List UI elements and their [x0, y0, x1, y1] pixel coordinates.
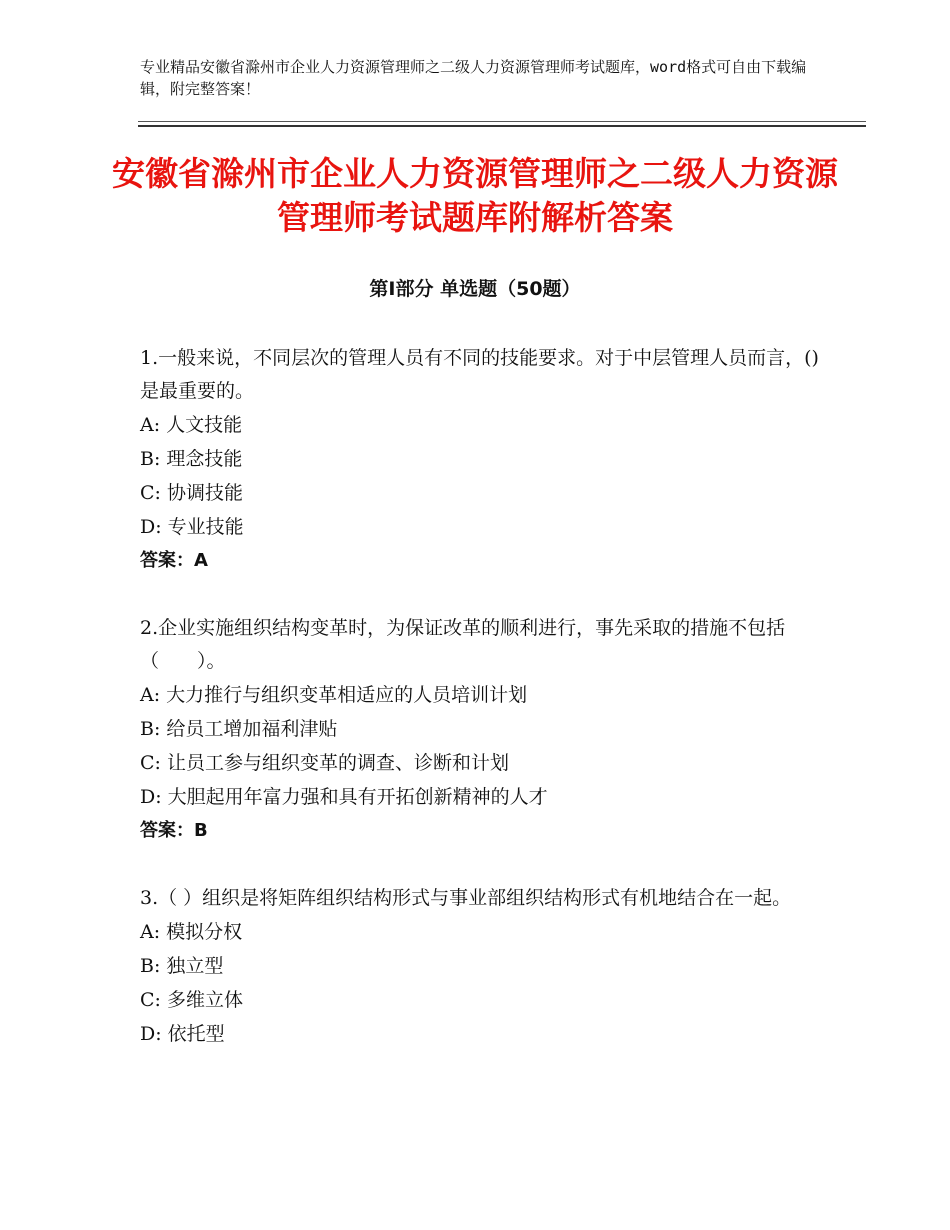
- option-d: D: 大胆起用年富力强和具有开拓创新精神的人才: [140, 786, 548, 808]
- header-note: 专业精品安徽省滁州市企业人力资源管理师之二级人力资源管理师考试题库，word格式可自由下载编辑，附完整答案！: [140, 58, 807, 98]
- header-divider-thick: [138, 125, 866, 127]
- question-1: [140, 342, 820, 578]
- header-divider-thin: [138, 121, 866, 122]
- answer: 答案：B: [140, 820, 208, 841]
- option-c: C: 让员工参与组织变革的调查、诊断和计划: [140, 752, 509, 774]
- option-d: D: 专业技能: [140, 516, 244, 538]
- section-heading: 第Ⅰ部分 单选题（50题）: [369, 278, 581, 300]
- option-a: A: 大力推行与组织变革相适应的人员培训计划: [140, 684, 528, 706]
- question-3: [140, 882, 820, 1051]
- option-a: A: 模拟分权: [140, 921, 243, 943]
- document-title: 安徽省滁州市企业人力资源管理师之二级人力资源管理师考试题库附解析答案: [112, 154, 838, 237]
- question-stem: 1.一般来说，不同层次的管理人员有不同的技能要求。对于中层管理人员而言，()是最重要的。: [140, 347, 819, 402]
- answer: 答案：A: [140, 550, 208, 571]
- option-d: D: 依托型: [140, 1023, 225, 1045]
- option-c: C: 协调技能: [140, 482, 243, 504]
- option-b: B: 给员工增加福利津贴: [140, 718, 338, 740]
- option-b: B: 理念技能: [140, 448, 243, 470]
- question-list: [140, 342, 820, 1085]
- question-stem: 2.企业实施组织结构变革时，为保证改革的顺利进行，事先采取的措施不包括（ ）。: [140, 617, 786, 672]
- option-a: A: 人文技能: [140, 414, 243, 436]
- question-stem: 3.（ ）组织是将矩阵组织结构形式与事业部组织结构形式有机地结合在一起。: [140, 887, 792, 909]
- question-2: [140, 612, 820, 848]
- option-b: B: 独立型: [140, 955, 224, 977]
- option-c: C: 多维立体: [140, 989, 243, 1011]
